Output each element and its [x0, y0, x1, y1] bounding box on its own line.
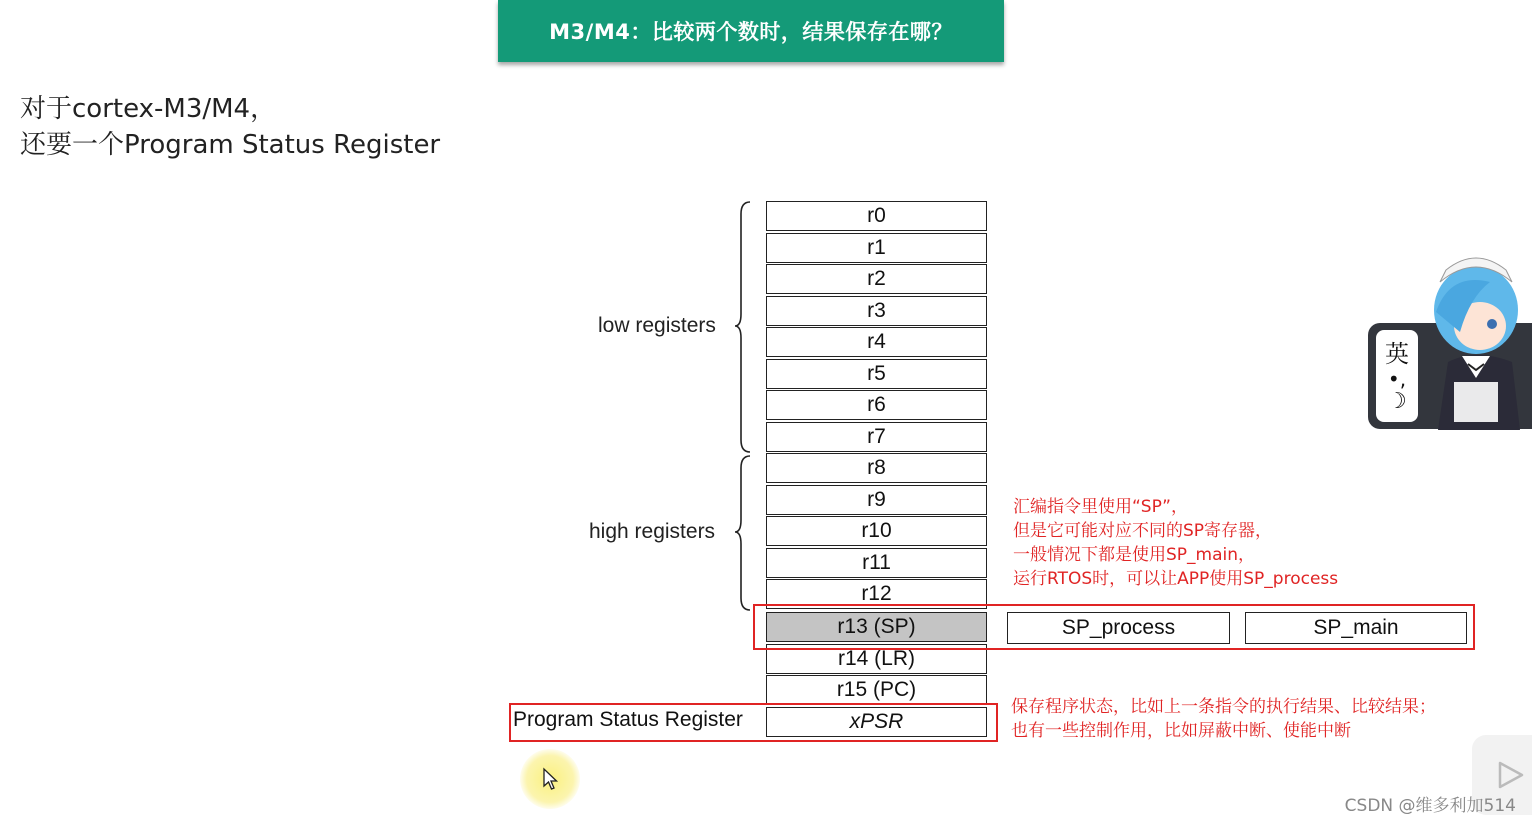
register-r9: r9	[766, 485, 987, 515]
intro-line-2: 还要一个Program Status Register	[20, 130, 441, 160]
sp-highlight-frame	[753, 604, 1475, 650]
sp-note	[1013, 495, 1338, 591]
psr-note	[1011, 695, 1436, 743]
psr-label: Program Status Register	[513, 708, 743, 731]
register-r3: r3	[766, 296, 987, 326]
title-banner	[498, 0, 1004, 62]
sp-note-line: 运行RTOS时，可以让APP使用SP_process	[1013, 569, 1339, 589]
mouse-pointer-icon	[542, 767, 558, 791]
register-r11: r11	[766, 548, 987, 578]
title-text: M3/M4：比较两个数时，结果保存在哪？	[549, 20, 953, 44]
register-r14-lr: r14 (LR)	[766, 644, 987, 674]
register-r1: r1	[766, 233, 987, 263]
high-registers-label: high registers	[589, 520, 716, 543]
psr-note-line: 也有一些控制作用，比如屏蔽中断、使能中断	[1011, 721, 1351, 741]
register-r5: r5	[766, 359, 987, 389]
register-r12: r12	[766, 579, 987, 609]
register-r2: r2	[766, 264, 987, 294]
intro-line-1: 对于cortex-M3/M4，	[20, 94, 277, 124]
watermark: CSDN @维多利加514	[1344, 796, 1516, 816]
high-registers-brace	[735, 456, 750, 610]
mascot-avatar-icon	[1420, 252, 1532, 430]
low-registers-label: low registers	[598, 314, 716, 337]
register-r13-sp: r13 (SP)	[766, 612, 987, 642]
register-r0: r0	[766, 201, 987, 231]
register-braces	[732, 198, 756, 616]
play-icon[interactable]	[1496, 761, 1524, 789]
ime-language-char: 英	[1385, 340, 1409, 368]
ime-punct-icon: •,	[1387, 367, 1407, 391]
psr-note-line: 保存程序状态，比如上一条指令的执行结果、比较结果；	[1011, 697, 1436, 717]
sp-note-line: 汇编指令里使用“SP”，	[1013, 497, 1188, 517]
register-r6: r6	[766, 390, 987, 420]
register-xpsr: xPSR	[766, 707, 987, 737]
register-r15-pc: r15 (PC)	[766, 675, 987, 705]
moon-icon: ☽	[1387, 389, 1407, 414]
low-registers-brace	[735, 202, 750, 452]
register-r7: r7	[766, 422, 987, 452]
sp-note-line: 一般情况下都是使用SP_main，	[1013, 545, 1256, 565]
sp-note-line: 但是它可能对应不同的SP寄存器，	[1013, 521, 1273, 541]
register-r10: r10	[766, 516, 987, 546]
register-r8: r8	[766, 453, 987, 483]
register-r4: r4	[766, 327, 987, 357]
sp-main-box: SP_main	[1245, 612, 1467, 644]
ime-language-toggle[interactable]	[1376, 330, 1418, 422]
sp-process-box: SP_process	[1007, 612, 1230, 644]
